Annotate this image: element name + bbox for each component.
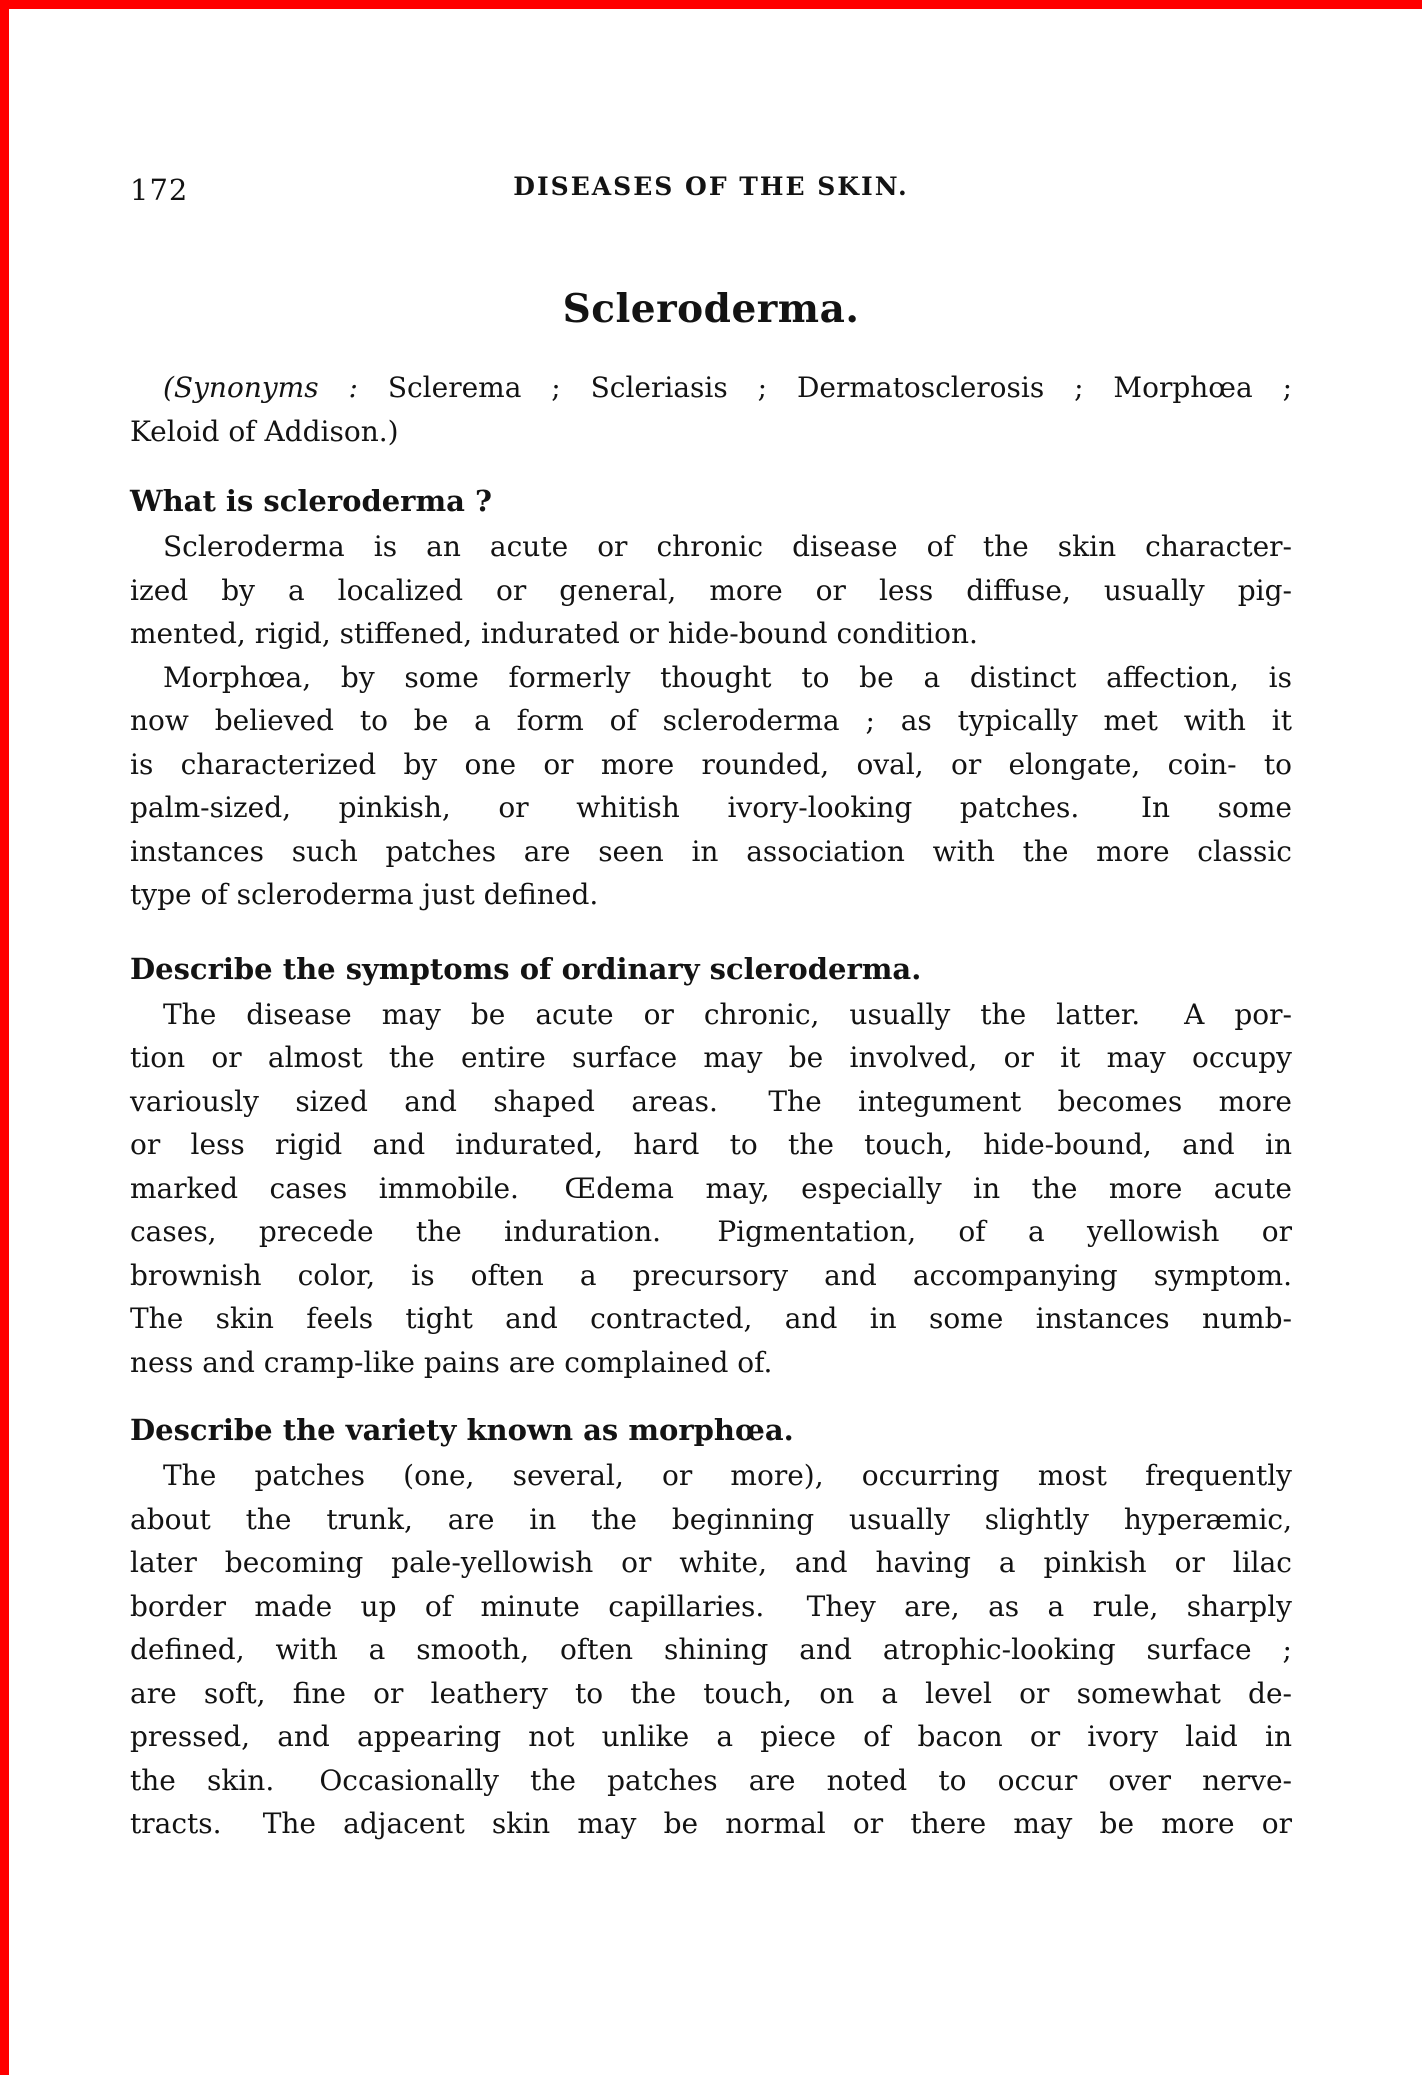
text-line: pressed, and appearing not unlike a piece of bacon or ivory laid in (130, 1720, 1292, 1753)
text-line: border made up of minute capillaries. They are, as a rule, sharply (130, 1589, 1292, 1623)
text-line: are soft, fine or leathery to the touch, on a level or somewhat de- (130, 1676, 1292, 1710)
text-line: now believed to be a form of scleroderma ; as typically met with it (130, 704, 1292, 737)
text-line: Morphœa, by some formerly thought to be a distinct affection, is (163, 660, 1292, 694)
text-line: is characterized by one or more rounded, oval, or elongate, coin- to (130, 747, 1292, 781)
paragraph (130, 656, 1292, 917)
text-line: defined, with a smooth, often shining and atrophic-looking surface ; (130, 1633, 1292, 1666)
page-content (130, 366, 1292, 1846)
running-header: DISEASES OF THE SKIN. (513, 172, 909, 201)
text-line: the skin. Occasionally the patches are noted to occur over nerve- (130, 1763, 1292, 1797)
text-line: instances such patches are seen in association with the more classic (130, 834, 1292, 868)
paragraph (130, 1454, 1292, 1846)
page-number: 172 (130, 173, 189, 207)
text-line: ized by a localized or general, more or less diffuse, usually pig- (130, 573, 1292, 607)
synonyms-list: Sclerema ; Scleriasis ; Dermatosclerosis ; Morphœa ; (387, 371, 1292, 404)
text-line: Scleroderma is an acute or chronic disease of the skin character- (163, 530, 1292, 563)
section-heading: What is scleroderma ? (130, 484, 493, 518)
text-line: ness and cramp-like pains are complained of. (130, 1345, 773, 1379)
paragraph (130, 525, 1292, 656)
section-heading: Describe the variety known as morphœa. (130, 1413, 794, 1447)
text-line: tracts. The adjacent skin may be normal or there may be more or (130, 1807, 1292, 1840)
text-line: about the trunk, are in the beginning usually slightly hyperæmic, (130, 1502, 1292, 1536)
text-line: brownish color, is often a precursory and accompanying symptom. (130, 1258, 1292, 1292)
text-line: marked cases immobile. Œdema may, especially in the more acute (130, 1171, 1292, 1205)
text-line: mented, rigid, stiffened, indurated or hide-bound condition. (130, 617, 978, 650)
text-line: tion or almost the entire surface may be involved, or it may occupy (130, 1041, 1292, 1074)
chapter-title: Scleroderma. (562, 286, 860, 332)
text-line: The skin feels tight and contracted, and in some instances numb- (130, 1302, 1292, 1335)
text-line: variously sized and shaped areas. The integument becomes more (130, 1084, 1292, 1118)
section-heading: Describe the symptoms of ordinary scleroderma. (130, 951, 922, 986)
paragraph (130, 993, 1292, 1385)
text-line: The patches (one, several, or more), occurring most frequently (163, 1459, 1292, 1492)
text-line: The disease may be acute or chronic, usually the latter. A por- (163, 997, 1292, 1031)
scan-edge-top (0, 0, 1422, 9)
text-line: type of scleroderma just defined. (130, 878, 599, 911)
text-line: Keloid of Addison.) (130, 414, 399, 448)
page-header (130, 172, 1292, 206)
text-line: later becoming pale-yellowish or white, and having a pinkish or lilac (130, 1546, 1292, 1579)
synonyms-paragraph (130, 366, 1292, 453)
synonyms-label: (Synonyms : (163, 371, 358, 404)
text-line: or less rigid and indurated, hard to the touch, hide-bound, and in (130, 1128, 1292, 1161)
text-line: palm-sized, pinkish, or whitish ivory-looking patches. In some (130, 791, 1292, 824)
text-line: cases, precede the induration. Pigmentation, of a yellowish or (130, 1215, 1292, 1248)
text-line (130, 366, 1292, 410)
